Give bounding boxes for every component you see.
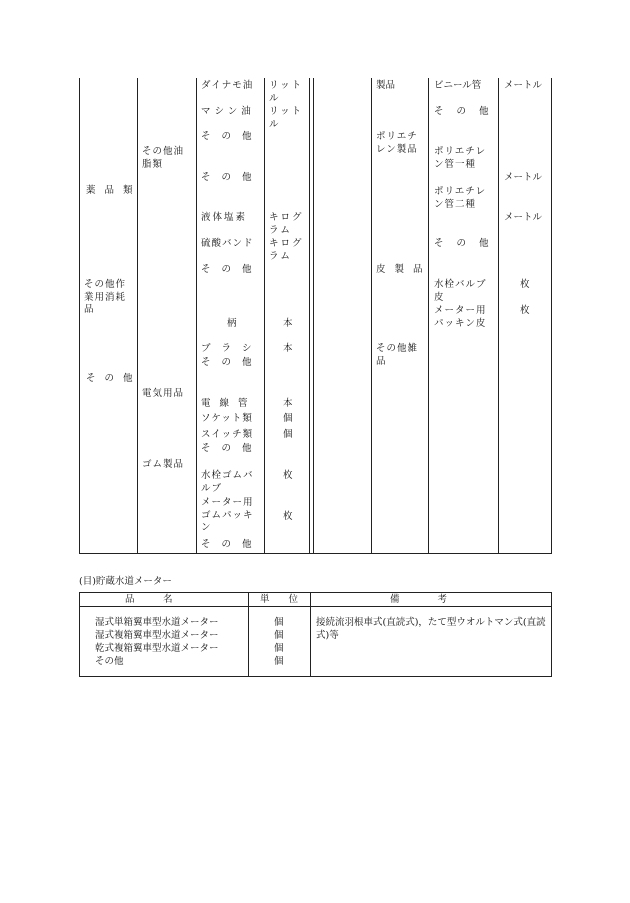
item-name: メーター用パッキン皮 bbox=[434, 305, 487, 329]
meter-unit: 個 bbox=[274, 656, 284, 667]
category-label: 薬 品 類 bbox=[86, 185, 136, 196]
category-label: その他雑品 bbox=[376, 343, 419, 367]
item-unit: 本 bbox=[283, 318, 293, 329]
col-divider bbox=[498, 78, 499, 554]
item-name: 柄 bbox=[227, 318, 237, 329]
meter-unit: 個 bbox=[274, 617, 284, 628]
item-name: ダイナモ油 bbox=[201, 80, 254, 91]
col-divider bbox=[264, 78, 265, 554]
item-unit: キログラム bbox=[269, 238, 304, 262]
item-unit: 枚 bbox=[520, 305, 530, 316]
item-name: ブ ラ シ bbox=[201, 343, 256, 354]
item-name: そ の 他 bbox=[434, 238, 494, 249]
item-unit: メートル bbox=[504, 80, 543, 91]
item-unit: リットル bbox=[269, 80, 304, 104]
subcategory-label: その他油脂類 bbox=[142, 146, 185, 170]
table-border-bottom bbox=[79, 676, 552, 677]
table-border-bottom bbox=[79, 553, 552, 554]
col-divider bbox=[309, 78, 310, 554]
col-divider bbox=[371, 78, 372, 554]
category-label: 製品 bbox=[376, 80, 396, 91]
col-divider bbox=[313, 78, 314, 554]
item-unit: 個 bbox=[283, 413, 293, 424]
item-name: 水栓バルブ皮 bbox=[434, 279, 487, 303]
meter-unit: 個 bbox=[274, 630, 284, 641]
header-item-name: 品 名 bbox=[125, 594, 173, 605]
item-name: 水栓ゴムバルブ bbox=[201, 470, 254, 494]
section-title: (目)貯蔵水道メーター bbox=[79, 576, 172, 587]
table-border-left bbox=[79, 78, 80, 554]
item-name: ビニール管 bbox=[434, 80, 482, 91]
col-divider bbox=[248, 592, 249, 677]
category-label: そ の 他 bbox=[86, 373, 136, 384]
item-name: ポリエチレン管一種 bbox=[434, 146, 487, 170]
item-name: ポリエチレン管二種 bbox=[434, 186, 487, 210]
item-name: そ の 他 bbox=[201, 172, 256, 183]
item-name: スイッチ類 bbox=[201, 429, 254, 440]
col-divider bbox=[137, 78, 138, 554]
subcategory-label: ゴム製品 bbox=[142, 459, 185, 470]
header-unit: 単 位 bbox=[260, 594, 299, 605]
item-name: そ の 他 bbox=[201, 131, 256, 142]
table-border-top bbox=[79, 592, 552, 593]
item-unit: 本 bbox=[283, 343, 293, 354]
item-unit: メートル bbox=[504, 172, 543, 183]
meter-remarks: 接続流羽根車式(直読式)，たて型ウオルトマン式(直読式)等 bbox=[316, 617, 546, 641]
meter-unit: 個 bbox=[274, 643, 284, 654]
category-label: その他作業用消耗品 bbox=[84, 279, 127, 315]
item-unit: 枚 bbox=[283, 470, 293, 481]
header-remarks: 備 考 bbox=[390, 594, 448, 605]
item-unit: メートル bbox=[504, 212, 543, 223]
item-name: そ の 他 bbox=[434, 106, 494, 117]
item-unit: 枚 bbox=[283, 511, 293, 522]
item-name: 液体塩素 bbox=[201, 212, 248, 223]
meter-item: 湿式単箱翼車型水道メーター bbox=[95, 617, 219, 628]
item-unit: 個 bbox=[283, 429, 293, 440]
category-label: ポリエチレン製品 bbox=[376, 131, 418, 155]
col-divider bbox=[428, 78, 429, 554]
col-divider bbox=[310, 592, 311, 677]
item-unit: 枚 bbox=[520, 279, 530, 290]
item-name: マシン油 bbox=[201, 106, 255, 117]
item-name: ソケット類 bbox=[201, 413, 253, 424]
table-border-right bbox=[551, 592, 552, 677]
subcategory-label: 電気用品 bbox=[142, 388, 185, 399]
table-border-right bbox=[551, 78, 552, 554]
item-name: そ の 他 bbox=[201, 357, 256, 368]
item-unit: リットル bbox=[269, 106, 304, 130]
col-divider bbox=[196, 78, 197, 554]
item-name: そ の 他 bbox=[201, 539, 256, 550]
table-border-left bbox=[79, 592, 80, 677]
item-unit: 本 bbox=[283, 398, 293, 409]
meter-item: 乾式複箱翼車型水道メーター bbox=[95, 643, 219, 654]
item-name: メーター用ゴムパッキン bbox=[201, 497, 254, 533]
item-name: 電 線 管 bbox=[201, 398, 251, 409]
category-label: 皮 製 品 bbox=[376, 264, 426, 275]
meter-item: その他 bbox=[95, 656, 124, 667]
item-name: 硫酸バンド bbox=[201, 238, 254, 249]
item-unit: キログラム bbox=[269, 212, 304, 236]
item-name: そ の 他 bbox=[201, 443, 256, 454]
item-name: そ の 他 bbox=[201, 264, 256, 275]
meter-item: 湿式複箱翼車型水道メーター bbox=[95, 630, 219, 641]
